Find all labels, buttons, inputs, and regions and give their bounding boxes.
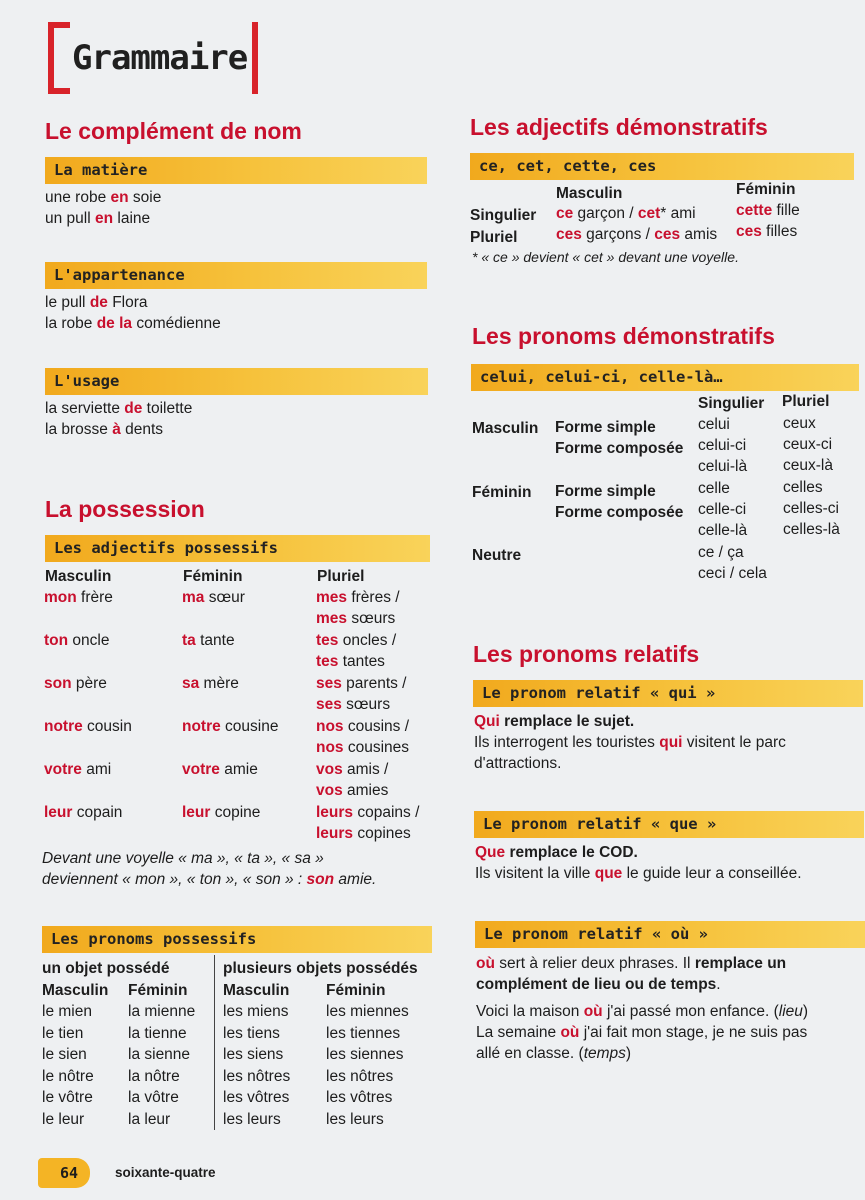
pron-poss-cell: les vôtres [223, 1089, 290, 1106]
relatifs-heading: Les pronoms relatifs [473, 641, 700, 667]
pron-dem-fem-composee: Forme composée [555, 504, 684, 521]
pron-many-objects: plusieurs objets possédés [223, 960, 418, 977]
poss-plur-cell: tes oncles / [316, 632, 397, 649]
matiere-line-2: un pull en laine [45, 210, 151, 227]
poss-plur-cell: ses parents / [316, 675, 407, 692]
poss-masc-cell: son père [44, 675, 107, 692]
que-line-1: Que remplace le COD. [475, 844, 638, 861]
pron-poss-cell: le vôtre [42, 1089, 93, 1106]
adj-dem-fem: Féminin [736, 181, 796, 198]
pron-dem-f-p-2: celles-ci [783, 500, 839, 517]
pron-dem-m-p-1: ceux [783, 415, 816, 432]
ou-line-3: Voici la maison où j'ai passé mon enfance. (lieu) [476, 1003, 809, 1020]
pron-dem-m-s-2: celui-ci [698, 437, 747, 454]
pron-header-masc-2: Masculin [223, 982, 290, 999]
adj-dem-heading: Les adjectifs démonstratifs [470, 114, 768, 140]
ou-line-5: allé en classe. (temps) [476, 1045, 632, 1062]
band-que: Le pronom relatif « que » [474, 811, 864, 838]
pron-dem-masc-simple: Forme simple [555, 419, 656, 436]
poss-masc-cell: ton oncle [44, 632, 110, 649]
qui-line-2: Ils interrogent les touristes qui visitent le parc [474, 734, 786, 751]
pron-poss-cell: le nôtre [42, 1067, 94, 1085]
poss-masc-cell: votre ami [44, 761, 112, 778]
pron-poss-cell: les nôtres [223, 1067, 291, 1085]
pron-header-fem-2: Féminin [326, 982, 386, 999]
pron-poss-cell: la mienne [128, 1003, 196, 1020]
pron-poss-cell: les tiens [223, 1024, 280, 1042]
band-pronoms-possessifs: Les pronoms possessifs [42, 926, 432, 953]
adj-dem-note: * « ce » devient « cet » devant une voyelle. [472, 249, 739, 265]
pron-poss-cell: la vôtre [128, 1089, 179, 1106]
pron-dem-f-s-2: celle-ci [698, 501, 747, 518]
pron-dem-neutre: Neutre [472, 547, 522, 564]
pron-dem-f-s-3: celle-là [698, 522, 748, 539]
poss-note-line-1: Devant une voyelle « ma », « ta », « sa » [42, 850, 324, 867]
pron-divider [214, 955, 215, 1130]
pron-poss-cell: la tienne [128, 1024, 187, 1042]
pron-dem-m-s-1: celui [698, 416, 730, 433]
poss-fem-cell: votre amie [182, 761, 258, 778]
poss-plur-cell-2: tes tantes [316, 653, 385, 670]
pron-poss-cell: le leur [42, 1110, 85, 1128]
poss-plur-cell: mes frères / [316, 589, 400, 606]
ou-line-2: complément de lieu ou de temps. [476, 976, 721, 993]
poss-plur-cell: vos amis / [316, 761, 389, 778]
band-qui: Le pronom relatif « qui » [473, 680, 863, 707]
pron-dem-f-s-1: celle [698, 480, 730, 497]
appartenance-line-1: le pull de Flora [45, 294, 148, 311]
band-ou: Le pronom relatif « où » [475, 921, 865, 948]
adj-dem-plur: Pluriel [470, 229, 518, 246]
pron-dem-heading: Les pronoms démonstratifs [472, 323, 775, 349]
poss-header-fem: Féminin [183, 568, 243, 585]
page-number: 64 [38, 1158, 90, 1188]
band-usage: L'usage [45, 368, 428, 395]
pron-one-object: un objet possédé [42, 960, 170, 977]
pron-poss-cell: les leurs [326, 1110, 384, 1128]
band-adj-dem: ce, cet, cette, ces [470, 153, 854, 180]
adj-dem-sing-fem: cette fille [736, 202, 800, 219]
ou-line-4: La semaine où j'ai fait mon stage, je ne suis pas [476, 1024, 808, 1041]
band-appartenance: L'appartenance [45, 262, 427, 289]
poss-masc-cell: notre cousin [44, 718, 132, 735]
poss-fem-cell: ta tante [182, 632, 235, 649]
pron-poss-cell: les tiennes [326, 1024, 401, 1042]
pron-poss-cell: les siennes [326, 1046, 404, 1063]
poss-plur-cell-2: vos amies [316, 782, 389, 799]
pron-poss-cell: la leur [128, 1110, 171, 1128]
poss-plur-cell-2: ses sœurs [316, 696, 391, 713]
pron-dem-f-p-3: celles-là [783, 521, 840, 538]
pron-dem-f-p-1: celles [783, 479, 823, 496]
poss-fem-cell: ma sœur [182, 589, 245, 606]
qui-line-1: Qui remplace le sujet. [474, 713, 635, 730]
page-number-words: soixante-quatre [115, 1165, 216, 1180]
adj-dem-plur-fem: ces filles [736, 223, 798, 240]
pron-poss-cell: le sien [42, 1046, 87, 1063]
pron-poss-cell: les nôtres [326, 1067, 394, 1085]
pron-dem-m-p-2: ceux-ci [783, 436, 833, 453]
poss-header-masc: Masculin [45, 568, 112, 585]
pron-poss-cell: les leurs [223, 1110, 281, 1128]
poss-plur-cell: nos cousins / [316, 718, 410, 735]
poss-fem-cell: sa mère [182, 675, 239, 692]
usage-line-2: la brosse à dents [45, 421, 164, 438]
poss-fem-cell: leur copine [182, 804, 261, 821]
appartenance-line-2: la robe de la comédienne [45, 315, 221, 332]
poss-masc-cell: leur copain [44, 804, 123, 821]
pron-poss-cell: la nôtre [128, 1067, 180, 1085]
band-matiere: La matière [45, 157, 427, 184]
band-pron-dem: celui, celui-ci, celle-là… [471, 364, 859, 391]
complement-heading: Le complément de nom [45, 118, 302, 144]
poss-note-line-2: deviennent « mon », « ton », « son » : son amie. [42, 871, 377, 888]
pron-dem-m-p-3: ceux-là [783, 457, 833, 474]
adj-dem-masc: Masculin [556, 185, 623, 202]
pron-dem-masc: Masculin [472, 420, 539, 437]
poss-plur-cell-2: leurs copines [316, 825, 411, 842]
pron-dem-sing: Singulier [698, 395, 765, 412]
band-adjectifs-possessifs: Les adjectifs possessifs [45, 535, 430, 562]
pron-poss-cell: les miennes [326, 1003, 409, 1020]
possession-heading: La possession [45, 496, 205, 522]
pron-dem-m-s-3: celui-là [698, 458, 748, 475]
pron-dem-n-2: ceci / cela [698, 565, 767, 582]
pron-poss-cell: les siens [223, 1046, 284, 1063]
pron-dem-plur: Pluriel [782, 393, 830, 410]
pron-poss-cell: le mien [42, 1003, 92, 1020]
pron-header-masc-1: Masculin [42, 982, 109, 999]
poss-plur-cell: leurs copains / [316, 804, 420, 821]
pron-dem-n-1: ce / ça [698, 544, 744, 561]
pron-poss-cell: la sienne [128, 1046, 191, 1063]
poss-plur-cell-2: mes sœurs [316, 610, 396, 627]
pron-header-fem-1: Féminin [128, 982, 188, 999]
ou-line-1: où sert à relier deux phrases. Il remplace un [476, 955, 787, 972]
adj-dem-sing: Singulier [470, 207, 537, 224]
poss-fem-cell: notre cousine [182, 718, 279, 735]
pron-poss-cell: les vôtres [326, 1089, 393, 1106]
qui-line-3: d'attractions. [474, 755, 562, 772]
matiere-line-1: une robe en soie [45, 189, 162, 206]
poss-plur-cell-2: nos cousines [316, 739, 410, 756]
usage-line-1: la serviette de toilette [45, 400, 193, 417]
pron-dem-masc-composee: Forme composée [555, 440, 684, 457]
poss-masc-cell: mon frère [44, 589, 113, 606]
pron-dem-fem: Féminin [472, 484, 532, 501]
poss-header-plur: Pluriel [317, 568, 365, 585]
page-title: Grammaire [72, 38, 248, 78]
que-line-2: Ils visitent la ville que le guide leur a conseillée. [475, 865, 802, 882]
adj-dem-plur-masc: ces garçons / ces amis [556, 226, 718, 243]
adj-dem-sing-masc: ce garçon / cet* ami [556, 205, 696, 222]
pron-poss-cell: les miens [223, 1003, 289, 1020]
pron-poss-cell: le tien [42, 1024, 84, 1042]
pron-dem-fem-simple: Forme simple [555, 483, 656, 500]
